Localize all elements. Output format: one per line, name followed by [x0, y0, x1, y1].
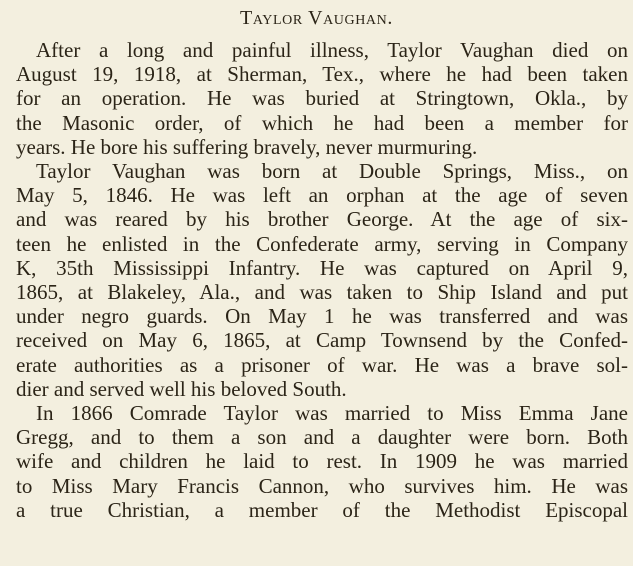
text-line: Gregg, and to them a son and a daughter were born. Both [16, 425, 628, 450]
text-line: erate authorities as a prisoner of war. He was a brave sol- [16, 352, 628, 377]
paragraph-biography [16, 159, 633, 401]
text-line: years. He bore his suffering bravely, never murmuring. [16, 134, 478, 159]
paragraph-death [16, 38, 633, 159]
text-line: In 1866 Comrade Taylor was married to Miss Emma Jane [36, 401, 628, 426]
text-line: 1865, at Blakeley, Ala., and was taken to Ship Island and put [16, 280, 628, 305]
text-line: wife and children he laid to rest. In 1909 he was married [16, 449, 628, 474]
text-line: received on May 6, 1865, at Camp Townsend by the Confed- [16, 328, 628, 353]
text-line: under negro guards. On May 1 he was transferred and was [16, 304, 628, 329]
text-line: May 5, 1846. He was left an orphan at the age of seven [16, 183, 628, 208]
text-line: for an operation. He was buried at Stringtown, Okla., by [16, 86, 628, 111]
text-line: August 19, 1918, at Sherman, Tex., where he had been taken [16, 62, 628, 87]
text-line: Taylor Vaughan was born at Double Springs, Miss., on [36, 159, 628, 184]
text-line: dier and served well his beloved South. [16, 376, 347, 401]
text-line: and was reared by his brother George. At the age of six- [16, 207, 628, 232]
text-line: teen he enlisted in the Confederate army, serving in Company [16, 231, 628, 256]
text-line: a true Christian, a member of the Methodist Episcopal [16, 497, 628, 522]
text-line: to Miss Mary Francis Cannon, who survives him. He was [16, 473, 628, 498]
paragraph-family [16, 401, 633, 522]
text-line: After a long and painful illness, Taylor Vaughan died on [36, 38, 628, 62]
article-title: Taylor Vaughan. [240, 7, 393, 29]
text-line: the Masonic order, of which he had been a member for [16, 110, 628, 135]
text-line: K, 35th Mississippi Infantry. He was captured on April 9, [16, 255, 628, 280]
